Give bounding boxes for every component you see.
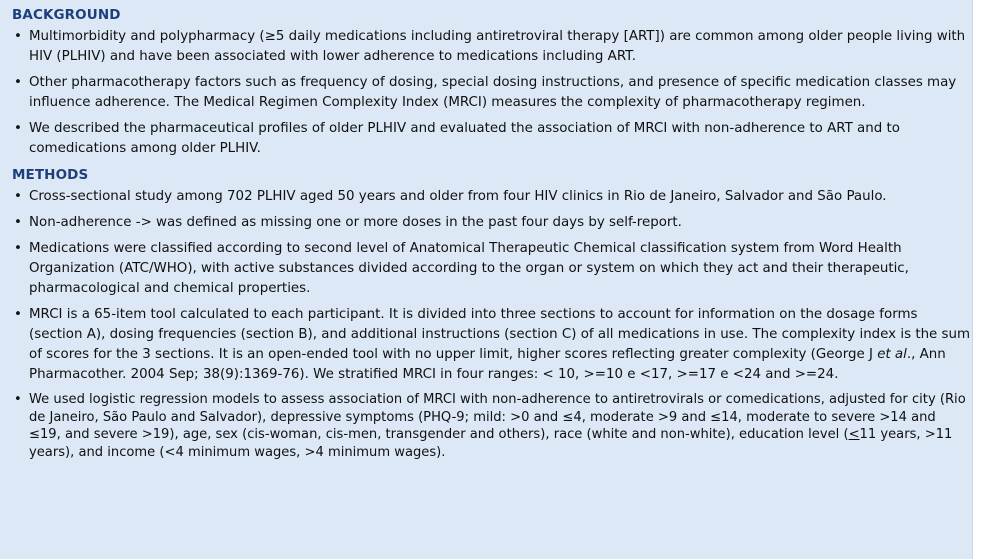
regression-text-after: 11 years, >11 years), and income (<4 minimum wages, >4 minimum wages). [29,427,953,460]
methods-bullet-2: • Non-adherence -> was defined as missing one or more doses in the past four days by self-report. [12,213,971,233]
mrci-text-after: ., Ann Pharmacother. 2004 Sep; 38(9):1369-76). We stratified MRCI in four ranges: < 10, >=10 e <17, >=17 e <24 and >=24. [29,347,946,382]
background-bullet-2: • Other pharmacotherapy factors such as frequency of dosing, special dosing instructions, and presence of specific medication classes may influence adherence. The Medical Regimen Complexity Index (MRCI) measures the complexity of pharmacotherapy regimen. [12,73,971,113]
background-list [12,27,972,159]
methods-bullet-mrci [12,305,971,385]
regression-underlined-symbol: < [848,427,860,442]
methods-list [12,187,972,461]
methods-bullet-3: • Medications were classified according to second level of Anatomical Therapeutic Chemical classification system from Word Health Organization (ATC/WHO), with active substances divided according to the organ or system on which they act and their therapeutic, pharmacological and chemical properties. [12,239,971,299]
background-bullet-1: • Multimorbidity and polypharmacy (≥5 daily medications including antiretroviral therapy [ART]) are common among older people living with HIV (PLHIV) and have been associated with lower adherence to medications including ART. [12,27,971,67]
methods-heading: METHODS [12,167,89,183]
mrci-text-before: MRCI is a 65-item tool calculated to each participant. It is divided into three sections to account for information on the dosage forms (section A), dosing frequencies (section B), and additional instructions (section C) of all medications in use. The complexity index is the sum of scores for the 3 sections. It is an open-ended tool with no upper limit, higher scores reflecting greater complexity (George J [29,307,971,362]
regression-text-before: We used logistic regression models to assess association of MRCI with non-adherence to antiretrovirals or comedications, adjusted for city (Rio de Janeiro, São Paulo and Salvador), depressive symptoms (PHQ-9; mild: >0 and ≤4, moderate >9 and ≤14, moderate to severe >14 and ≤19, and severe >19), age, sex (cis-woman, cis-men, transgender and others), race (white and non-white), education level ( [29,392,966,442]
mrci-et-al: et al [877,347,907,362]
methods-bullet-regression [12,391,971,461]
background-heading: BACKGROUND [12,7,121,23]
background-bullet-3: • We described the pharmaceutical profiles of older PLHIV and evaluated the association of MRCI with non-adherence to ART and to comedications among older PLHIV. [12,119,971,159]
methods-bullet-1: • Cross-sectional study among 702 PLHIV aged 50 years and older from four HIV clinics in Rio de Janeiro, Salvador and São Paulo. [12,187,971,207]
